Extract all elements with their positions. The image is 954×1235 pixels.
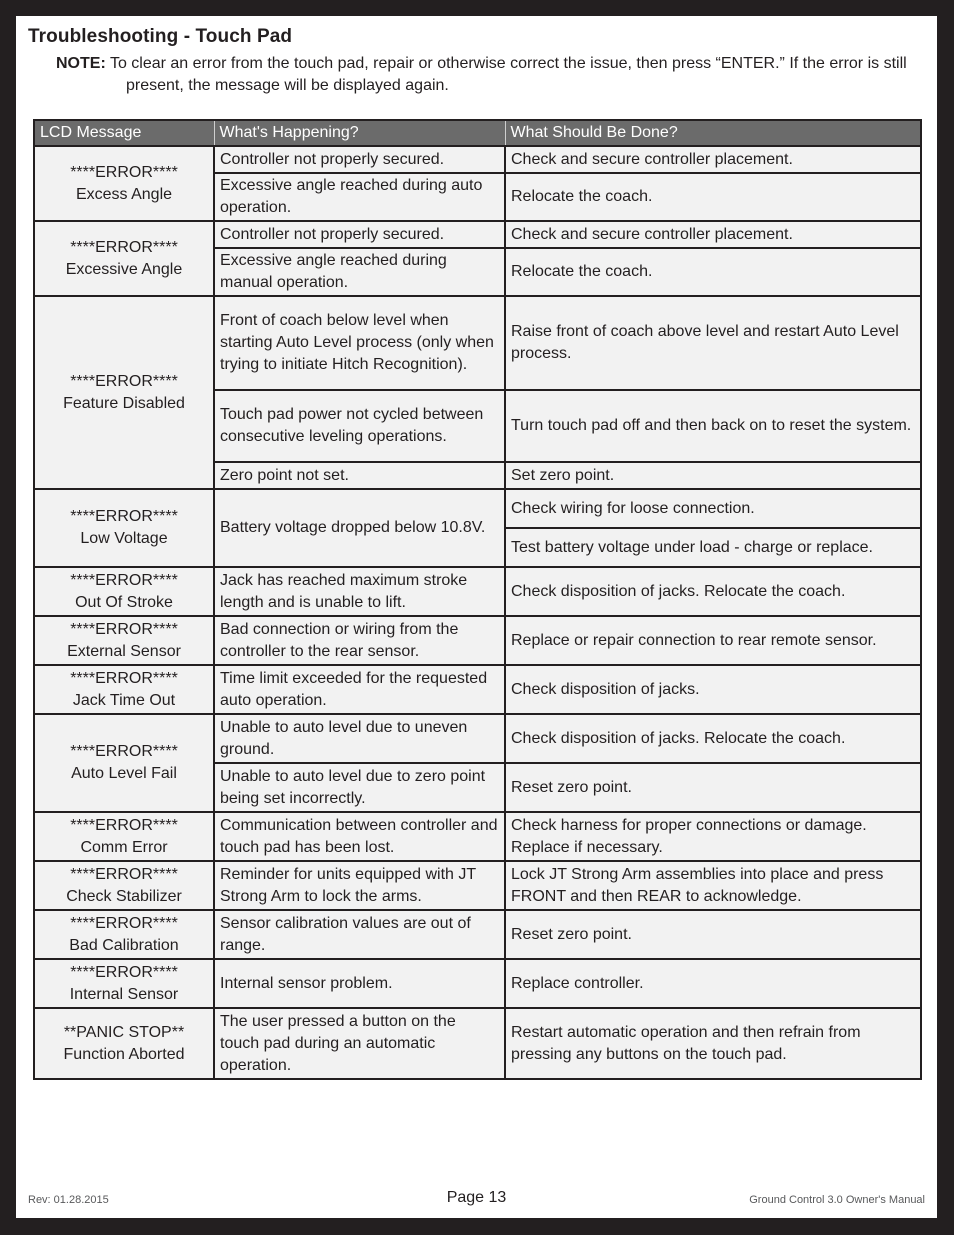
lcd-message-cell: [34, 665, 214, 714]
happening-cell: Reminder for units equipped with JT Strong Arm to lock the arms.: [214, 861, 505, 910]
table-row: [34, 714, 921, 763]
happening-cell: Touch pad power not cycled between consecutive leveling operations.: [214, 390, 505, 462]
page-title: Troubleshooting - Touch Pad: [28, 26, 293, 47]
lcd-message-line: Check Stabilizer: [66, 887, 182, 905]
lcd-message-line: ****ERROR****: [70, 571, 178, 589]
lcd-message-line: Excessive Angle: [65, 260, 183, 278]
action-cell: Raise front of coach above level and restart Auto Level process.: [505, 296, 921, 390]
lcd-message-cell: [34, 812, 214, 861]
table-row: [34, 296, 921, 390]
lcd-message-line: Out Of Stroke: [75, 593, 173, 611]
happening-cell: Time limit exceeded for the requested auto operation.: [214, 665, 505, 714]
lcd-message-line: ****ERROR****: [70, 372, 178, 390]
lcd-message-line: Comm Error: [80, 838, 168, 856]
lcd-message-line: ****ERROR****: [70, 669, 178, 687]
action-cell: Check and secure controller placement.: [505, 221, 921, 248]
lcd-message-line: ****ERROR****: [70, 963, 178, 981]
table-row: [34, 146, 921, 173]
action-cell: Reset zero point.: [505, 910, 921, 959]
action-cell: Replace controller.: [505, 959, 921, 1008]
lcd-message-cell: [34, 910, 214, 959]
note-label: NOTE:: [56, 55, 106, 72]
happening-cell: Communication between controller and touch pad has been lost.: [214, 812, 505, 861]
table-row: [34, 616, 921, 665]
lcd-message-line: ****ERROR****: [70, 865, 178, 883]
action-cell: Relocate the coach.: [505, 173, 921, 221]
action-cell: Check harness for proper connections or damage. Replace if necessary.: [505, 812, 921, 861]
lcd-message-line: Feature Disabled: [63, 394, 185, 412]
manual-title: Ground Control 3.0 Owner's Manual: [749, 1194, 925, 1206]
action-cell: Check disposition of jacks. Relocate the coach.: [505, 714, 921, 763]
table-row: [34, 1008, 921, 1079]
table-row: [34, 910, 921, 959]
lcd-message-line: ****ERROR****: [70, 508, 178, 525]
table-row: [34, 221, 921, 248]
happening-cell: Excessive angle reached during auto operation.: [214, 173, 505, 221]
header-whats-happening: What's Happening?: [214, 120, 505, 146]
lcd-message-cell: [34, 296, 214, 489]
happening-cell: Internal sensor problem.: [214, 959, 505, 1008]
header-lcd-message: LCD Message: [34, 120, 214, 146]
lcd-message-line: ****ERROR****: [70, 238, 178, 256]
lcd-message-line: External Sensor: [67, 642, 181, 660]
lcd-message-cell: [34, 221, 214, 296]
note-paragraph: [56, 53, 954, 97]
happening-cell: Excessive angle reached during manual operation.: [214, 248, 505, 296]
document-page: [16, 16, 937, 1218]
lcd-message-line: Jack Time Out: [72, 691, 176, 709]
happening-cell: Bad connection or wiring from the controller to the rear sensor.: [214, 616, 505, 665]
lcd-message-cell: [34, 1008, 214, 1079]
revision-date: Rev: 01.28.2015: [28, 1194, 109, 1206]
lcd-message-line: **PANIC STOP**: [63, 1023, 185, 1041]
table-row: [34, 861, 921, 910]
lcd-message-line: Auto Level Fail: [71, 765, 177, 782]
action-cell: Test battery voltage under load - charge or replace.: [505, 528, 921, 567]
happening-cell: Unable to auto level due to zero point being set incorrectly.: [214, 763, 505, 812]
happening-cell: Jack has reached maximum stroke length and is unable to lift.: [214, 567, 505, 616]
action-cell: Check disposition of jacks. Relocate the coach.: [505, 567, 921, 616]
action-cell: Check wiring for loose connection.: [505, 489, 921, 528]
lcd-message-cell: [34, 567, 214, 616]
action-cell: Check and secure controller placement.: [505, 146, 921, 173]
happening-cell: Zero point not set.: [214, 462, 505, 489]
lcd-message-line: Low Voltage: [80, 530, 168, 547]
lcd-message-line: ****ERROR****: [70, 620, 178, 638]
happening-cell: Controller not properly secured.: [214, 221, 505, 248]
table-row: [34, 959, 921, 1008]
header-what-should-be-done: What Should Be Done?: [505, 120, 921, 146]
action-cell: Lock JT Strong Arm assemblies into place and press FRONT and then REAR to acknowledge.: [505, 861, 921, 910]
table-row: [34, 489, 921, 528]
action-cell: Set zero point.: [505, 462, 921, 489]
lcd-message-cell: [34, 714, 214, 812]
happening-cell: Sensor calibration values are out of range.: [214, 910, 505, 959]
lcd-message-line: Function Aborted: [63, 1045, 185, 1063]
action-cell: Check disposition of jacks.: [505, 665, 921, 714]
happening-cell: Front of coach below level when starting Auto Level process (only when trying to initiate Hitch Recognition).: [214, 296, 505, 390]
table-row: [34, 665, 921, 714]
lcd-message-line: Excess Angle: [75, 185, 173, 203]
lcd-message-line: ****ERROR****: [70, 816, 178, 834]
happening-cell: The user pressed a button on the touch pad during an automatic operation.: [214, 1008, 505, 1079]
table-row: [34, 812, 921, 861]
note-text: To clear an error from the touch pad, repair or otherwise correct the issue, then press “ENTER.” If the error is still present, the message will be displayed again.: [109, 55, 907, 94]
lcd-message-cell: [34, 861, 214, 910]
lcd-message-line: ****ERROR****: [70, 914, 178, 932]
happening-cell: Controller not properly secured.: [214, 146, 505, 173]
action-cell: Relocate the coach.: [505, 248, 921, 296]
table-row: [34, 567, 921, 616]
lcd-message-cell: [34, 616, 214, 665]
lcd-message-cell: [34, 489, 214, 567]
page-number: Page 13: [446, 1189, 507, 1206]
lcd-message-line: ****ERROR****: [70, 163, 178, 181]
table-header-row: [34, 120, 921, 146]
happening-cell: Unable to auto level due to uneven ground.: [214, 714, 505, 763]
lcd-message-line: Bad Calibration: [69, 936, 179, 954]
action-cell: Restart automatic operation and then refrain from pressing any buttons on the touch pad.: [505, 1008, 921, 1079]
action-cell: Turn touch pad off and then back on to reset the system.: [505, 390, 921, 462]
lcd-message-line: Internal Sensor: [69, 985, 179, 1003]
action-cell: Replace or repair connection to rear remote sensor.: [505, 616, 921, 665]
lcd-message-cell: [34, 146, 214, 221]
lcd-message-cell: [34, 959, 214, 1008]
happening-cell: Battery voltage dropped below 10.8V.: [214, 489, 505, 567]
action-cell: Reset zero point.: [505, 763, 921, 812]
lcd-message-line: ****ERROR****: [70, 743, 178, 760]
troubleshooting-table: [33, 119, 922, 1080]
